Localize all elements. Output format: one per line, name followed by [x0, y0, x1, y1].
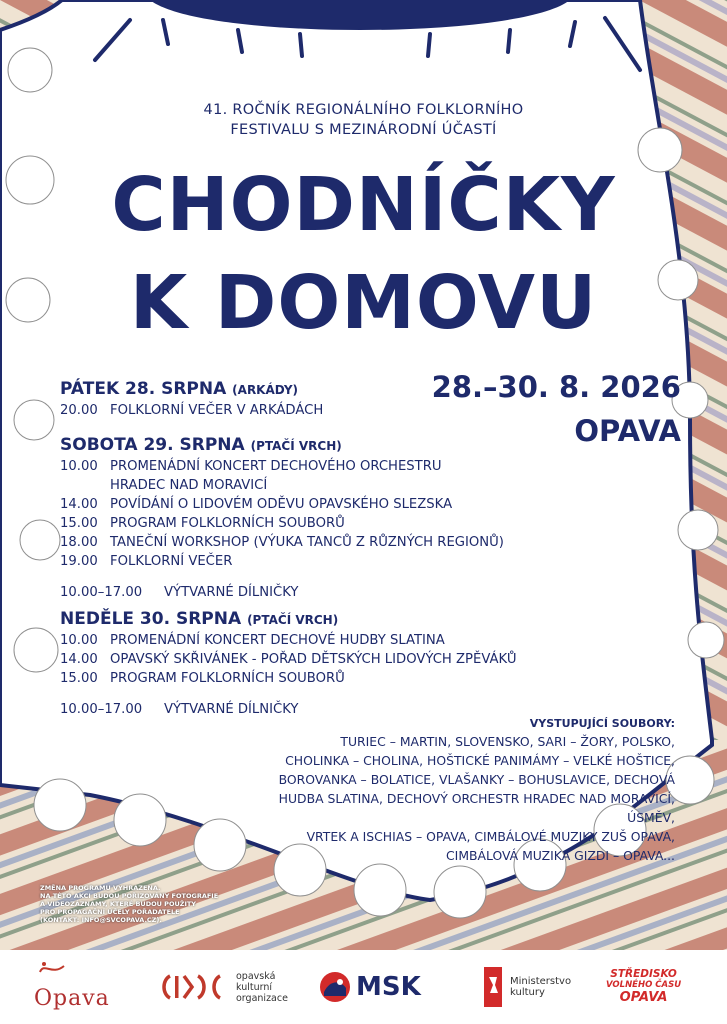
event-time: 20.00	[60, 403, 98, 418]
friday-day: PÁTEK 28. SRPNA	[60, 379, 227, 399]
workshop-time: 10.00–17.00	[60, 702, 143, 717]
list-item	[60, 533, 504, 552]
ensembles-line: HUDBA SLATINA, DECHOVÝ ORCHESTR HRADEC NAD MORAVICÍ, ÚSMĚV,	[278, 791, 675, 825]
list-item	[60, 476, 504, 495]
okok-text-2: kulturní	[236, 981, 273, 993]
workshop-text: VÝTVARNÉ DÍLNIČKY	[164, 702, 299, 717]
list-item	[60, 669, 516, 688]
event-time: 15.00	[60, 516, 98, 531]
event-time: 14.00	[60, 652, 98, 667]
list-item	[60, 650, 516, 669]
msk-logo-text: MSK	[356, 972, 421, 1002]
friday-heading	[60, 378, 323, 401]
event-text: PROGRAM FOLKLORNÍCH SOUBORŮ	[110, 516, 345, 531]
event-text: PROMENÁDNÍ KONCERT DECHOVÉHO ORCHESTRU	[110, 459, 442, 474]
svc-logo	[606, 950, 681, 1024]
note-line: NA TÉTO AKCI BUDOU POŘIZOVÁNY FOTOGRAFIE	[40, 892, 219, 900]
msk-mark-icon	[318, 970, 352, 1004]
saturday-place: (PTAČÍ VRCH)	[250, 439, 342, 453]
event-text: OPAVSKÝ SKŘIVÁNEK - POŘAD DĚTSKÝCH LIDOVÝCH ZPĚVÁKŮ	[110, 652, 517, 667]
list-item	[60, 583, 504, 602]
note-line: A VIDEOZÁZNAMY, KTERÉ BUDOU POUŽITY	[40, 900, 197, 908]
note-line: PRO PROPAGAČNÍ ÚČELY POŘADATELE	[40, 908, 180, 916]
event-time: 10.00	[60, 633, 98, 648]
festival-city: OPAVA	[574, 414, 681, 448]
svc-text-3: OPAVA	[619, 990, 668, 1005]
event-text-continued: HRADEC NAD MORAVICÍ	[110, 478, 268, 493]
program-note	[40, 884, 218, 924]
title-line-1: CHODNÍČKY	[111, 162, 616, 248]
okok-text-1: opavská	[236, 970, 276, 982]
event-text: POVÍDÁNÍ O LIDOVÉM ODĚVU OPAVSKÉHO SLEZSKA	[110, 497, 453, 512]
ministry-lion-icon	[484, 967, 502, 1007]
note-line: ZMĚNA PROGRAMU VYHRAZENA.	[40, 884, 161, 892]
event-text: FOLKLORNÍ VEČER	[110, 554, 233, 569]
subtitle-line-1: 41. ROČNÍK REGIONÁLNÍHO FOLKLORNÍHO	[203, 102, 524, 118]
opava-logo	[34, 950, 110, 1024]
msk-logo	[318, 950, 421, 1024]
event-text: TANEČNÍ WORKSHOP (VÝUKA TANCŮ Z RŮZNÝCH REGIONŮ)	[110, 535, 504, 550]
list-item	[60, 401, 323, 420]
okok-mark-icon	[162, 974, 228, 1000]
ensembles-line: BOROVANKA – BOLATICE, VLAŠANKY – BOHUSLAVICE, DECHOVÁ	[278, 772, 675, 787]
event-time: 14.00	[60, 497, 98, 512]
event-time: 19.00	[60, 554, 98, 569]
ministry-logo	[484, 950, 571, 1024]
festival-subtitle	[0, 100, 727, 140]
event-time: 15.00	[60, 671, 98, 686]
opava-logo-text: Opava	[34, 985, 110, 1011]
svc-text-1: STŘEDISKO	[610, 968, 677, 980]
list-item	[60, 495, 504, 514]
footer-logos	[0, 950, 727, 1024]
saturday-heading	[60, 434, 504, 457]
subtitle-line-2: FESTIVALU S MEZINÁRODNÍ ÚČASTÍ	[230, 122, 497, 138]
ministry-text-2: kultury	[510, 987, 545, 998]
program-saturday	[60, 434, 504, 602]
ensembles-block	[255, 716, 675, 865]
event-text: PROMENÁDNÍ KONCERT DECHOVÉ HUDBY SLATINA	[110, 633, 445, 648]
friday-place: (ARKÁDY)	[232, 383, 299, 397]
workshop-text: VÝTVARNÉ DÍLNIČKY	[164, 585, 299, 600]
event-time: 18.00	[60, 535, 98, 550]
festival-dates: 28.–30. 8. 2026	[431, 370, 681, 404]
program-friday	[60, 378, 323, 420]
ensembles-line: TURIEC – MARTIN, SLOVENSKO, SARI – ŽORY, POLSKO,	[340, 734, 675, 749]
list-item	[60, 631, 516, 650]
program-sunday	[60, 608, 516, 719]
opava-swan-icon	[38, 958, 66, 982]
saturday-day: SOBOTA 29. SRPNA	[60, 435, 245, 455]
ensembles-line: VRTEK A ISCHIAS – OPAVA, CIMBÁLOVÉ MUZIKY ZUŠ OPAVA,	[306, 829, 675, 844]
list-item	[60, 457, 504, 476]
event-text: PROGRAM FOLKLORNÍCH SOUBORŮ	[110, 671, 345, 686]
ministry-text-1: Ministerstvo	[510, 976, 572, 987]
title-line-2: K DOMOVU	[129, 260, 598, 346]
okok-logo	[162, 950, 288, 1024]
event-text: FOLKLORNÍ VEČER V ARKÁDÁCH	[110, 403, 324, 418]
sunday-place: (PTAČÍ VRCH)	[247, 613, 339, 627]
ensembles-line: CIMBÁLOVÁ MUZIKA GIZDI – OPAVA...	[446, 848, 675, 863]
workshop-time: 10.00–17.00	[60, 585, 143, 600]
list-item	[60, 514, 504, 533]
list-item	[60, 552, 504, 571]
sunday-day: NEDĚLE 30. SRPNA	[60, 609, 242, 629]
event-time: 10.00	[60, 459, 98, 474]
ensembles-heading: VYSTUPUJÍCÍ SOUBORY:	[529, 717, 675, 730]
note-line: (KONTAKT: INFO@SVCOPAVA.CZ).	[40, 916, 162, 924]
ensembles-line: CHOLINKA – CHOLINA, HOŠTICKÉ PANIMÁMY – VELKÉ HOŠTICE,	[285, 753, 675, 768]
sunday-heading	[60, 608, 516, 631]
okok-text-3: organizace	[236, 992, 288, 1004]
svc-text-2: VOLNÉHO ČASU	[606, 980, 682, 990]
